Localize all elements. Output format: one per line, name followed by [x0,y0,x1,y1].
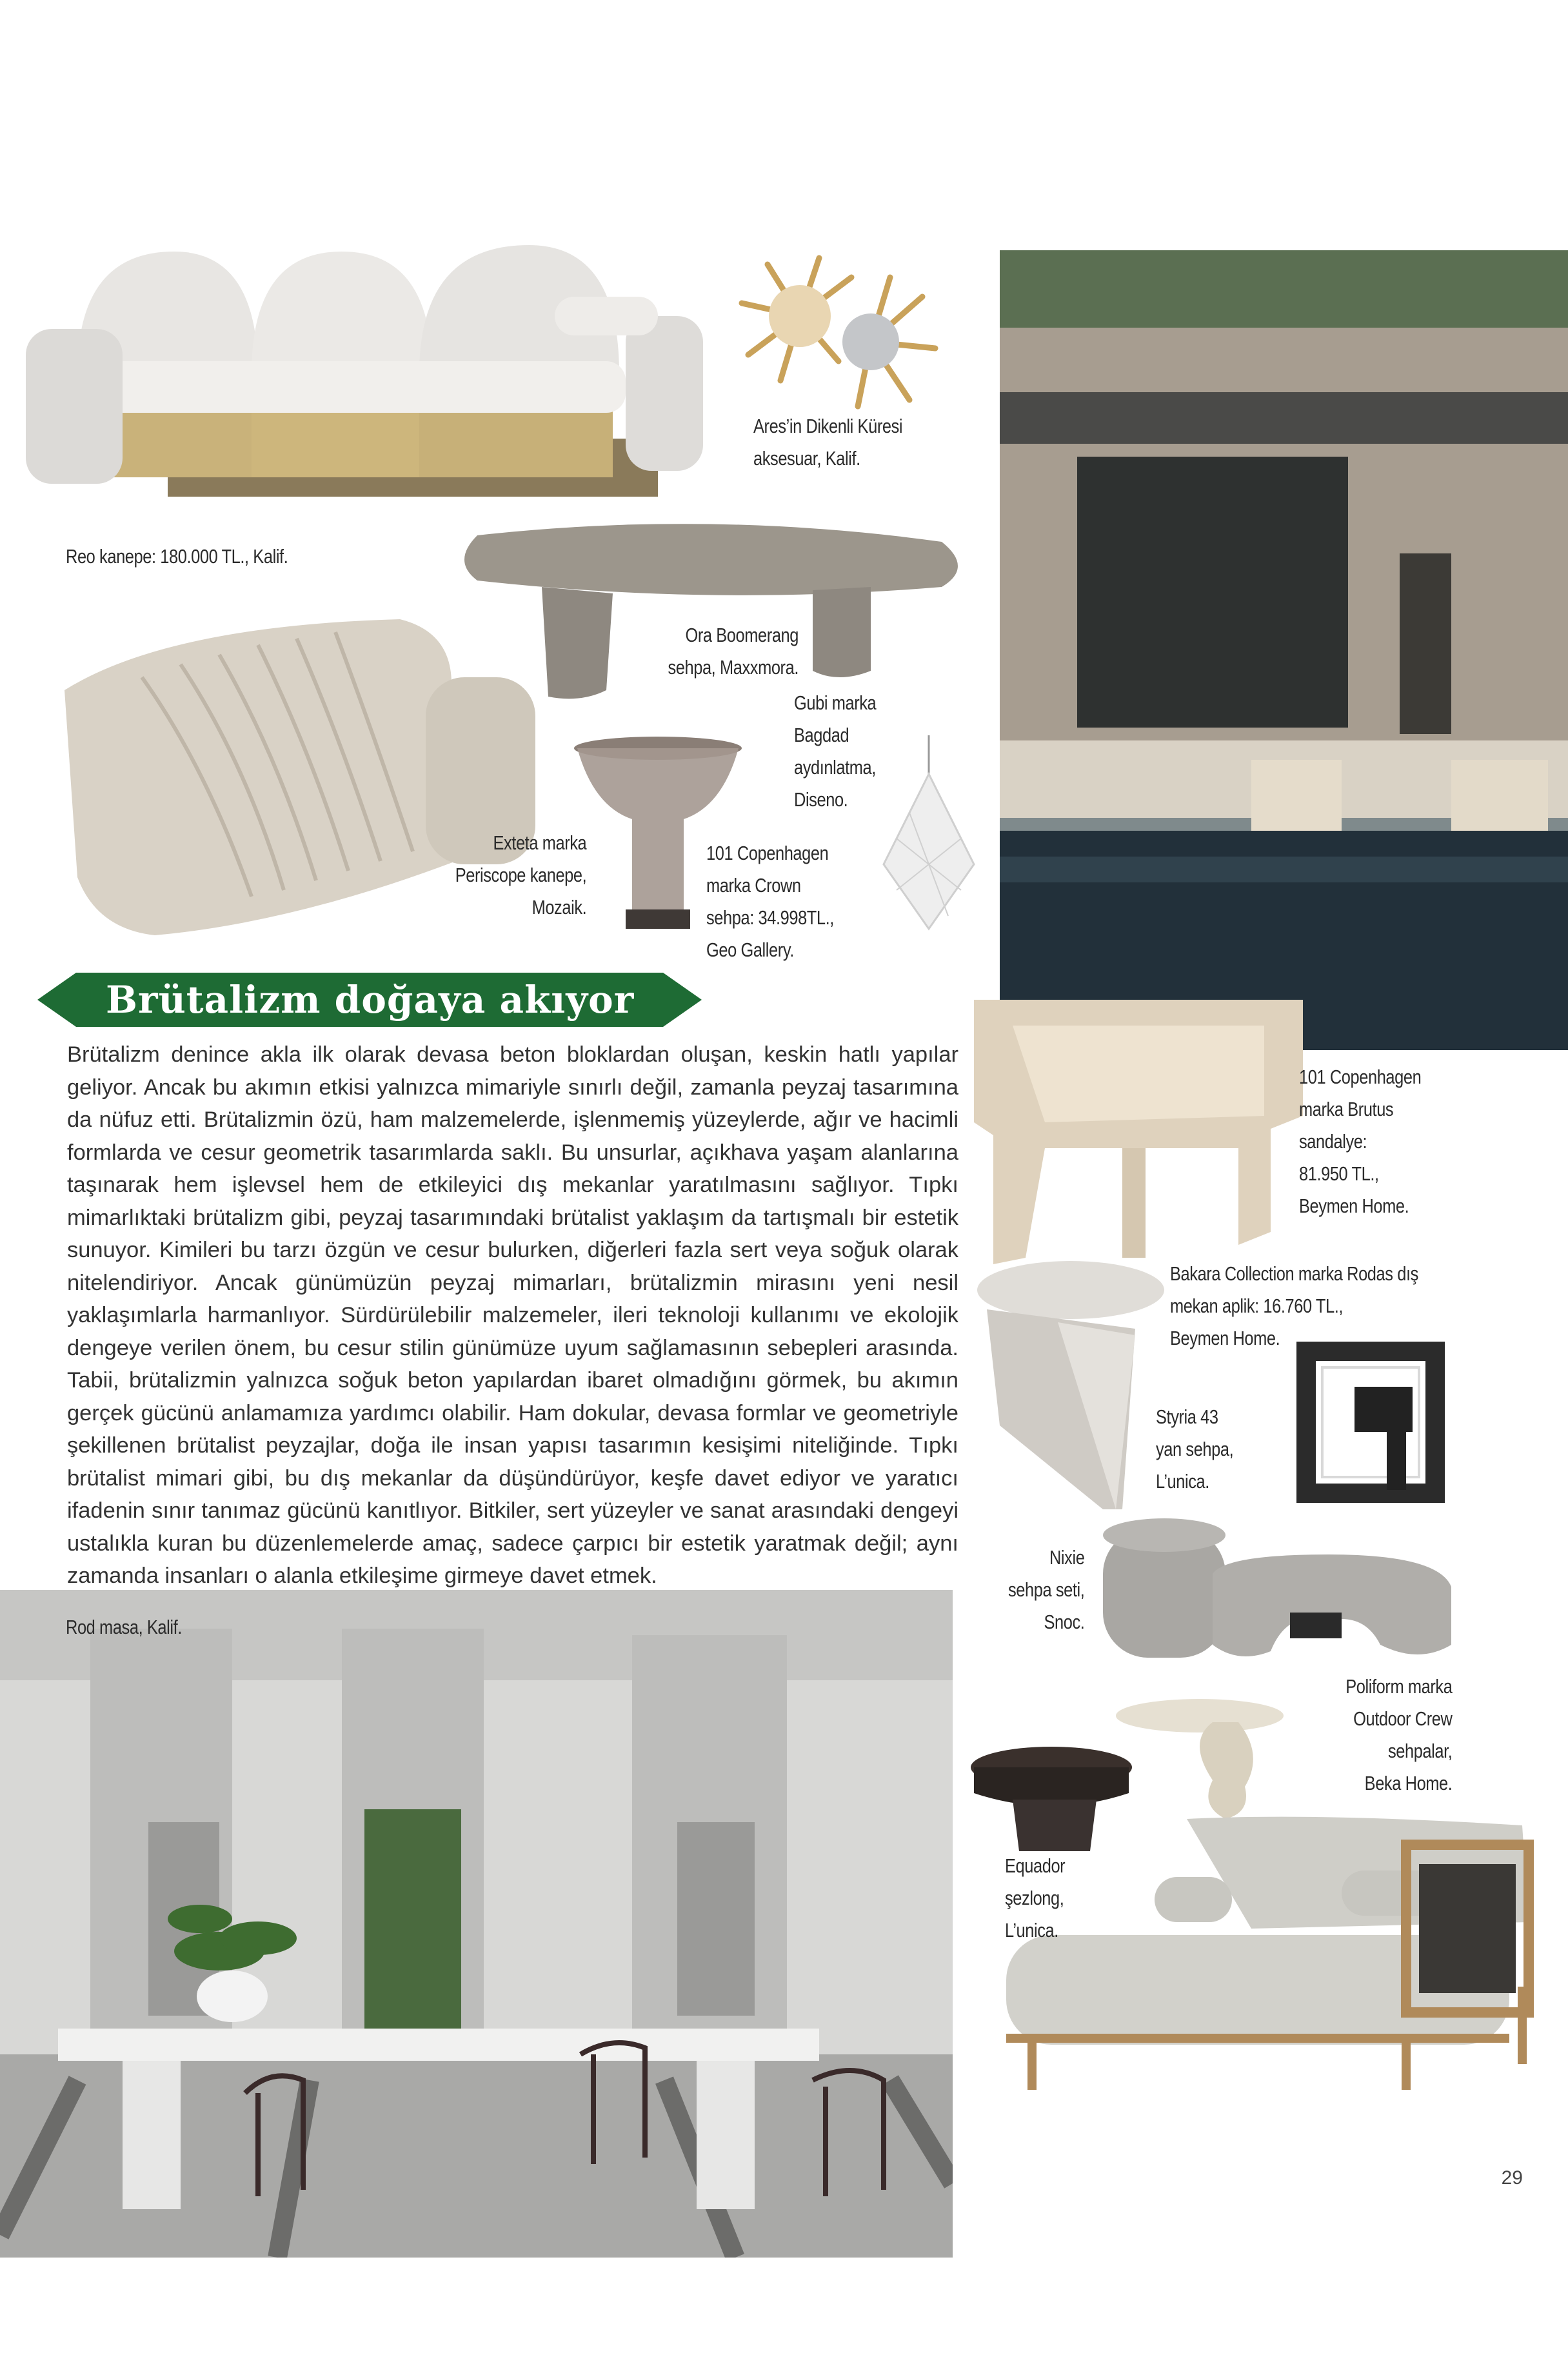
styria-side-table-image [974,1258,1167,1516]
bagdad-lamp-image [877,735,980,942]
rodas-wall-lamp-image [1290,1335,1451,1509]
caption-reo: Reo kanepe: 180.000 TL., Kalif. [66,545,288,568]
caption-gubi: Gubi marka Bagdad aydınlatma, Diseno. [794,691,877,811]
caption-poliform: Poliform marka Outdoor Crew sehpalar, Beka Home. [1345,1675,1452,1794]
rod-table-courtyard-photo [0,1590,953,2258]
caption-nixie: Nixie sehpa seti, Snoc. [1007,1546,1084,1633]
caption-brutus: 101 Copenhagen marka Brutus sandalye: 81.950 TL., Beymen Home. [1299,1066,1422,1217]
page-number: 29 [1501,2167,1523,2189]
ares-spiky-sphere-image [729,252,942,413]
caption-rod: Rod masa, Kalif. [66,1616,182,1638]
article-body: Brütalizm denince akla ilk olarak devasa beton bloklardan oluşan, keskin hatlı yapılar geliyor. Ancak bu akımın etkisi yalnızca mimariyle sınırlı değil, zamanla peyzaj tasarımına da nüfuz etti. Brütalizmin özü, ham malzemelerde, işlenmemiş yüzeylerde, ağır ve hacimli formlarda ve cesur geometrik tasarımlarda saklı. Bu unsurlar, açıkhava yaşam alanlarına taşınarak hem işlevsel hem de etkileyici dış mekanlar yaratılmasını sağlıyor. Tıpkı mimarlıktaki brütalizm gibi, peyzaj tasarımındaki brütalist yaklaşım da tartışmalı bir estetik sunuyor. Kimileri bu tarzı özgün ve cesur bulurken, diğerleri fazla sert veya soğuk olarak nitelendiriyor. Ancak günümüzün peyzaj mimarları, brütalizmin mirasını yeni nesil yaklaşımlarla harmanlıyor. Sürdürülebilir malzemeler, ileri teknoloji kullanımı ve ekolojik dengeye verilen önem, bu cesur stilin günümüze uyum sağlamasının sebepleri arasında. Tabii, brütalizmin yalnızca soğuk beton yapılardan ibaret olmadığını görmek, bu akımın gerçek gücünü anlamamıza yardımcı olabilir. Ham dokular, devasa formlar ve geometriyle şekillenen brütalist peyzajlar, doğa ile insan yapısı tasarımın kesişimi niteliğinde. Tıpkı brütalist mimari gibi, bu dış mekanlar da düşündürüyor, keşfe davet ediyor ve yaratıcı ifadenin sınır tanımaz gücünü kanıtlıyor. Bitkiler, sert yüzeyler ve sanat arasındaki dengeyi ustalıkla kuran bu düzenlemelerde amaç, sadece çarpıcı bir estetik yaratmak değil; aynı zamanda insanları o alanla etkileşime girmeye davet etmek. [67,1042,958,1588]
caption-crown: 101 Copenhagen marka Crown sehpa: 34.998TL., Geo Gallery. [706,842,834,961]
caption-equador: Equador şezlong, L’unica. [1005,1854,1066,1941]
caption-bakara: Bakara Collection marka Rodas dış mekan aplik: 16.760 TL., Beymen Home. [1170,1262,1418,1349]
nixie-table-set-image [1097,1516,1458,1671]
article-heading: Brütalizm doğaya akıyor [106,978,635,1022]
caption-ares: Ares’in Dikenli Küresi aksesuar, Kalif. [753,415,903,470]
brutus-chair-image [968,987,1303,1264]
caption-ora: Ora Boomerang sehpa, Maxxmora. [668,624,799,679]
reo-sofa-image [19,232,710,516]
equador-lounger-image [993,1806,1561,2096]
pool-terrace-photo [1000,250,1568,1050]
caption-exteta: Exteta marka Periscope kanepe, Mozaik. [455,831,586,918]
caption-styria: Styria 43 yan sehpa, L’unica. [1156,1405,1234,1493]
